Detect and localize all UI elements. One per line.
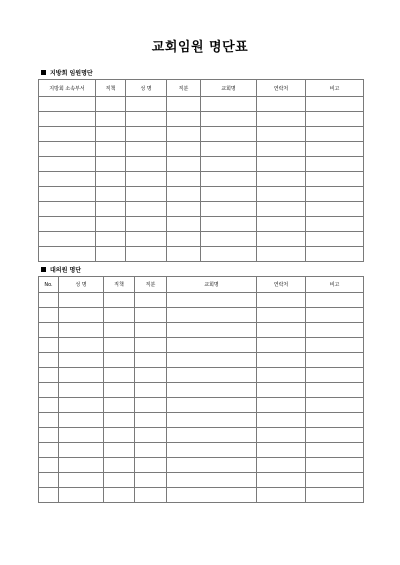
table-row — [39, 458, 364, 473]
section-label-delegates-text: 대의원 명단 — [50, 267, 82, 274]
table-row — [39, 398, 364, 413]
blank-cell[interactable] — [167, 488, 257, 503]
blank-cell[interactable] — [167, 443, 257, 458]
blank-cell[interactable] — [59, 488, 104, 503]
blank-cell[interactable] — [167, 187, 201, 202]
blank-cell[interactable] — [257, 157, 306, 172]
table-row — [39, 232, 364, 247]
blank-cell[interactable] — [167, 202, 201, 217]
table-row — [39, 308, 364, 323]
blank-cell[interactable] — [39, 157, 96, 172]
blank-cell[interactable] — [126, 157, 167, 172]
blank-cell[interactable] — [257, 443, 306, 458]
blank-cell[interactable] — [104, 428, 135, 443]
blank-cell[interactable] — [39, 112, 96, 127]
blank-cell[interactable] — [59, 413, 104, 428]
blank-cell[interactable] — [257, 202, 306, 217]
blank-cell[interactable] — [126, 232, 167, 247]
blank-cell[interactable] — [59, 428, 104, 443]
blank-cell[interactable] — [39, 428, 59, 443]
blank-cell[interactable] — [201, 142, 257, 157]
blank-cell[interactable] — [126, 247, 167, 262]
blank-cell[interactable] — [306, 112, 364, 127]
blank-cell[interactable] — [39, 247, 96, 262]
blank-cell[interactable] — [167, 338, 257, 353]
blank-cell[interactable] — [135, 473, 167, 488]
blank-cell[interactable] — [306, 458, 364, 473]
blank-cell[interactable] — [39, 353, 59, 368]
blank-cell[interactable] — [257, 413, 306, 428]
blank-cell[interactable] — [104, 473, 135, 488]
blank-cell[interactable] — [201, 217, 257, 232]
blank-cell[interactable] — [257, 368, 306, 383]
blank-cell[interactable] — [126, 187, 167, 202]
blank-cell[interactable] — [306, 473, 364, 488]
blank-cell[interactable] — [59, 458, 104, 473]
column-header-department: 지방회 소속부서 — [39, 80, 96, 97]
section-label-delegates — [41, 265, 81, 274]
blank-cell[interactable] — [39, 127, 96, 142]
column-header-rank: 직분 — [135, 277, 167, 293]
blank-cell[interactable] — [167, 247, 201, 262]
blank-cell[interactable] — [126, 202, 167, 217]
blank-cell[interactable] — [167, 232, 201, 247]
table-row — [39, 127, 364, 142]
blank-cell[interactable] — [39, 202, 96, 217]
blank-cell[interactable] — [39, 142, 96, 157]
blank-cell[interactable] — [39, 293, 59, 308]
table-row — [39, 488, 364, 503]
blank-cell[interactable] — [96, 232, 126, 247]
blank-cell[interactable] — [306, 323, 364, 338]
blank-cell[interactable] — [257, 383, 306, 398]
column-header-church: 교회명 — [201, 80, 257, 97]
blank-cell[interactable] — [104, 338, 135, 353]
blank-cell[interactable] — [257, 172, 306, 187]
blank-cell[interactable] — [257, 293, 306, 308]
blank-cell[interactable] — [104, 458, 135, 473]
blank-cell[interactable] — [306, 142, 364, 157]
blank-cell[interactable] — [104, 368, 135, 383]
blank-cell[interactable] — [201, 232, 257, 247]
table-row — [39, 338, 364, 353]
table-row — [39, 217, 364, 232]
blank-cell[interactable] — [135, 443, 167, 458]
blank-cell[interactable] — [167, 353, 257, 368]
blank-cell[interactable] — [306, 172, 364, 187]
blank-cell[interactable] — [257, 428, 306, 443]
blank-cell[interactable] — [39, 368, 59, 383]
blank-cell[interactable] — [201, 202, 257, 217]
blank-cell[interactable] — [96, 172, 126, 187]
blank-cell[interactable] — [59, 293, 104, 308]
blank-cell[interactable] — [59, 323, 104, 338]
blank-cell[interactable] — [126, 172, 167, 187]
table-row — [39, 247, 364, 262]
table-row — [39, 428, 364, 443]
blank-cell[interactable] — [135, 293, 167, 308]
table-row — [39, 97, 364, 112]
blank-cell[interactable] — [135, 428, 167, 443]
blank-cell[interactable] — [59, 473, 104, 488]
blank-cell[interactable] — [39, 458, 59, 473]
blank-cell[interactable] — [167, 458, 257, 473]
blank-cell[interactable] — [306, 308, 364, 323]
blank-cell[interactable] — [167, 142, 201, 157]
blank-cell[interactable] — [135, 368, 167, 383]
blank-cell[interactable] — [201, 112, 257, 127]
blank-cell[interactable] — [39, 398, 59, 413]
blank-cell[interactable] — [39, 308, 59, 323]
blank-cell[interactable] — [126, 112, 167, 127]
table-row — [39, 293, 364, 308]
blank-cell[interactable] — [306, 353, 364, 368]
blank-cell[interactable] — [167, 293, 257, 308]
blank-cell[interactable] — [39, 323, 59, 338]
blank-cell[interactable] — [96, 217, 126, 232]
column-header-number: No. — [39, 277, 59, 293]
blank-cell[interactable] — [59, 353, 104, 368]
blank-cell[interactable] — [306, 232, 364, 247]
blank-cell[interactable] — [39, 488, 59, 503]
table-row — [39, 473, 364, 488]
blank-cell[interactable] — [167, 157, 201, 172]
blank-cell[interactable] — [306, 338, 364, 353]
document-title: 교회임원 명단표 — [151, 40, 249, 55]
blank-cell[interactable] — [104, 353, 135, 368]
blank-cell[interactable] — [39, 383, 59, 398]
blank-cell[interactable] — [167, 368, 257, 383]
blank-cell[interactable] — [167, 172, 201, 187]
blank-cell[interactable] — [306, 443, 364, 458]
blank-cell[interactable] — [126, 217, 167, 232]
table-row — [39, 368, 364, 383]
blank-cell[interactable] — [167, 413, 257, 428]
column-header-contact: 연락처 — [257, 80, 306, 97]
blank-cell[interactable] — [104, 443, 135, 458]
blank-cell[interactable] — [39, 97, 96, 112]
blank-cell[interactable] — [257, 308, 306, 323]
blank-cell[interactable] — [59, 398, 104, 413]
table-row — [39, 383, 364, 398]
blank-cell[interactable] — [201, 97, 257, 112]
blank-cell[interactable] — [306, 383, 364, 398]
blank-cell[interactable] — [167, 217, 201, 232]
officers-table-header — [39, 80, 364, 97]
column-header-name: 성 명 — [59, 277, 104, 293]
blank-cell[interactable] — [257, 127, 306, 142]
blank-cell[interactable] — [306, 413, 364, 428]
section-label-officers-text: 지방회 임원명단 — [50, 70, 93, 77]
blank-cell[interactable] — [135, 413, 167, 428]
blank-cell[interactable] — [96, 202, 126, 217]
column-header-name: 성 명 — [126, 80, 167, 97]
blank-cell[interactable] — [59, 338, 104, 353]
table-row — [39, 413, 364, 428]
blank-cell[interactable] — [104, 413, 135, 428]
column-header-contact: 연락처 — [257, 277, 306, 293]
blank-cell[interactable] — [167, 473, 257, 488]
column-header-rank: 직분 — [167, 80, 201, 97]
blank-cell[interactable] — [126, 127, 167, 142]
blank-cell[interactable] — [135, 338, 167, 353]
blank-cell[interactable] — [104, 383, 135, 398]
blank-cell[interactable] — [306, 293, 364, 308]
blank-cell[interactable] — [167, 127, 201, 142]
blank-cell[interactable] — [257, 473, 306, 488]
square-bullet-icon — [41, 70, 46, 75]
blank-cell[interactable] — [306, 368, 364, 383]
table-row — [39, 142, 364, 157]
column-header-position: 직책 — [96, 80, 126, 97]
blank-cell[interactable] — [135, 353, 167, 368]
blank-cell[interactable] — [257, 338, 306, 353]
blank-cell[interactable] — [104, 398, 135, 413]
blank-cell[interactable] — [135, 488, 167, 503]
blank-cell[interactable] — [201, 187, 257, 202]
blank-cell[interactable] — [306, 247, 364, 262]
blank-cell[interactable] — [306, 217, 364, 232]
blank-cell[interactable] — [39, 187, 96, 202]
blank-cell[interactable] — [257, 323, 306, 338]
blank-cell[interactable] — [104, 323, 135, 338]
blank-cell[interactable] — [306, 398, 364, 413]
blank-cell[interactable] — [257, 112, 306, 127]
table-row — [39, 353, 364, 368]
column-header-remarks: 비고 — [306, 277, 364, 293]
blank-cell[interactable] — [306, 127, 364, 142]
blank-cell[interactable] — [104, 488, 135, 503]
blank-cell[interactable] — [96, 142, 126, 157]
blank-cell[interactable] — [201, 127, 257, 142]
blank-cell[interactable] — [257, 458, 306, 473]
column-header-remarks: 비고 — [306, 80, 364, 97]
blank-cell[interactable] — [257, 488, 306, 503]
blank-cell[interactable] — [135, 308, 167, 323]
table-row — [39, 112, 364, 127]
blank-cell[interactable] — [59, 308, 104, 323]
blank-cell[interactable] — [135, 458, 167, 473]
square-bullet-icon — [41, 267, 46, 272]
blank-cell[interactable] — [167, 323, 257, 338]
column-header-church: 교회명 — [167, 277, 257, 293]
blank-cell[interactable] — [257, 97, 306, 112]
delegates-table — [38, 276, 364, 503]
blank-cell[interactable] — [167, 398, 257, 413]
blank-cell[interactable] — [59, 383, 104, 398]
blank-cell[interactable] — [306, 428, 364, 443]
blank-cell[interactable] — [306, 187, 364, 202]
blank-cell[interactable] — [96, 127, 126, 142]
delegates-table-header — [39, 277, 364, 293]
blank-cell[interactable] — [257, 398, 306, 413]
blank-cell[interactable] — [201, 247, 257, 262]
blank-cell[interactable] — [167, 97, 201, 112]
blank-cell[interactable] — [135, 398, 167, 413]
table-row — [39, 323, 364, 338]
blank-cell[interactable] — [306, 97, 364, 112]
blank-cell[interactable] — [257, 217, 306, 232]
blank-cell[interactable] — [257, 353, 306, 368]
blank-cell[interactable] — [257, 142, 306, 157]
blank-cell[interactable] — [306, 157, 364, 172]
table-row — [39, 202, 364, 217]
blank-cell[interactable] — [167, 383, 257, 398]
blank-cell[interactable] — [96, 157, 126, 172]
blank-cell[interactable] — [104, 308, 135, 323]
table-row — [39, 187, 364, 202]
blank-cell[interactable] — [257, 187, 306, 202]
blank-cell[interactable] — [167, 308, 257, 323]
blank-cell[interactable] — [104, 293, 135, 308]
blank-cell[interactable] — [59, 368, 104, 383]
section-label-officers — [41, 68, 93, 77]
table-row — [39, 443, 364, 458]
table-row — [39, 157, 364, 172]
blank-cell[interactable] — [306, 202, 364, 217]
table-row — [39, 172, 364, 187]
blank-cell[interactable] — [306, 488, 364, 503]
blank-cell[interactable] — [126, 142, 167, 157]
blank-cell[interactable] — [96, 187, 126, 202]
blank-cell[interactable] — [257, 232, 306, 247]
blank-cell[interactable] — [167, 112, 201, 127]
blank-cell[interactable] — [39, 232, 96, 247]
blank-cell[interactable] — [167, 428, 257, 443]
blank-cell[interactable] — [201, 172, 257, 187]
blank-cell[interactable] — [135, 383, 167, 398]
blank-cell[interactable] — [96, 247, 126, 262]
blank-cell[interactable] — [96, 112, 126, 127]
blank-cell[interactable] — [201, 157, 257, 172]
blank-cell[interactable] — [96, 97, 126, 112]
blank-cell[interactable] — [39, 413, 59, 428]
blank-cell[interactable] — [39, 473, 59, 488]
blank-cell[interactable] — [39, 172, 96, 187]
officers-table — [38, 79, 364, 262]
blank-cell[interactable] — [59, 443, 104, 458]
blank-cell[interactable] — [135, 323, 167, 338]
blank-cell[interactable] — [126, 97, 167, 112]
blank-cell[interactable] — [39, 443, 59, 458]
blank-cell[interactable] — [257, 247, 306, 262]
blank-cell[interactable] — [39, 217, 96, 232]
blank-cell[interactable] — [39, 338, 59, 353]
column-header-position: 직책 — [104, 277, 135, 293]
